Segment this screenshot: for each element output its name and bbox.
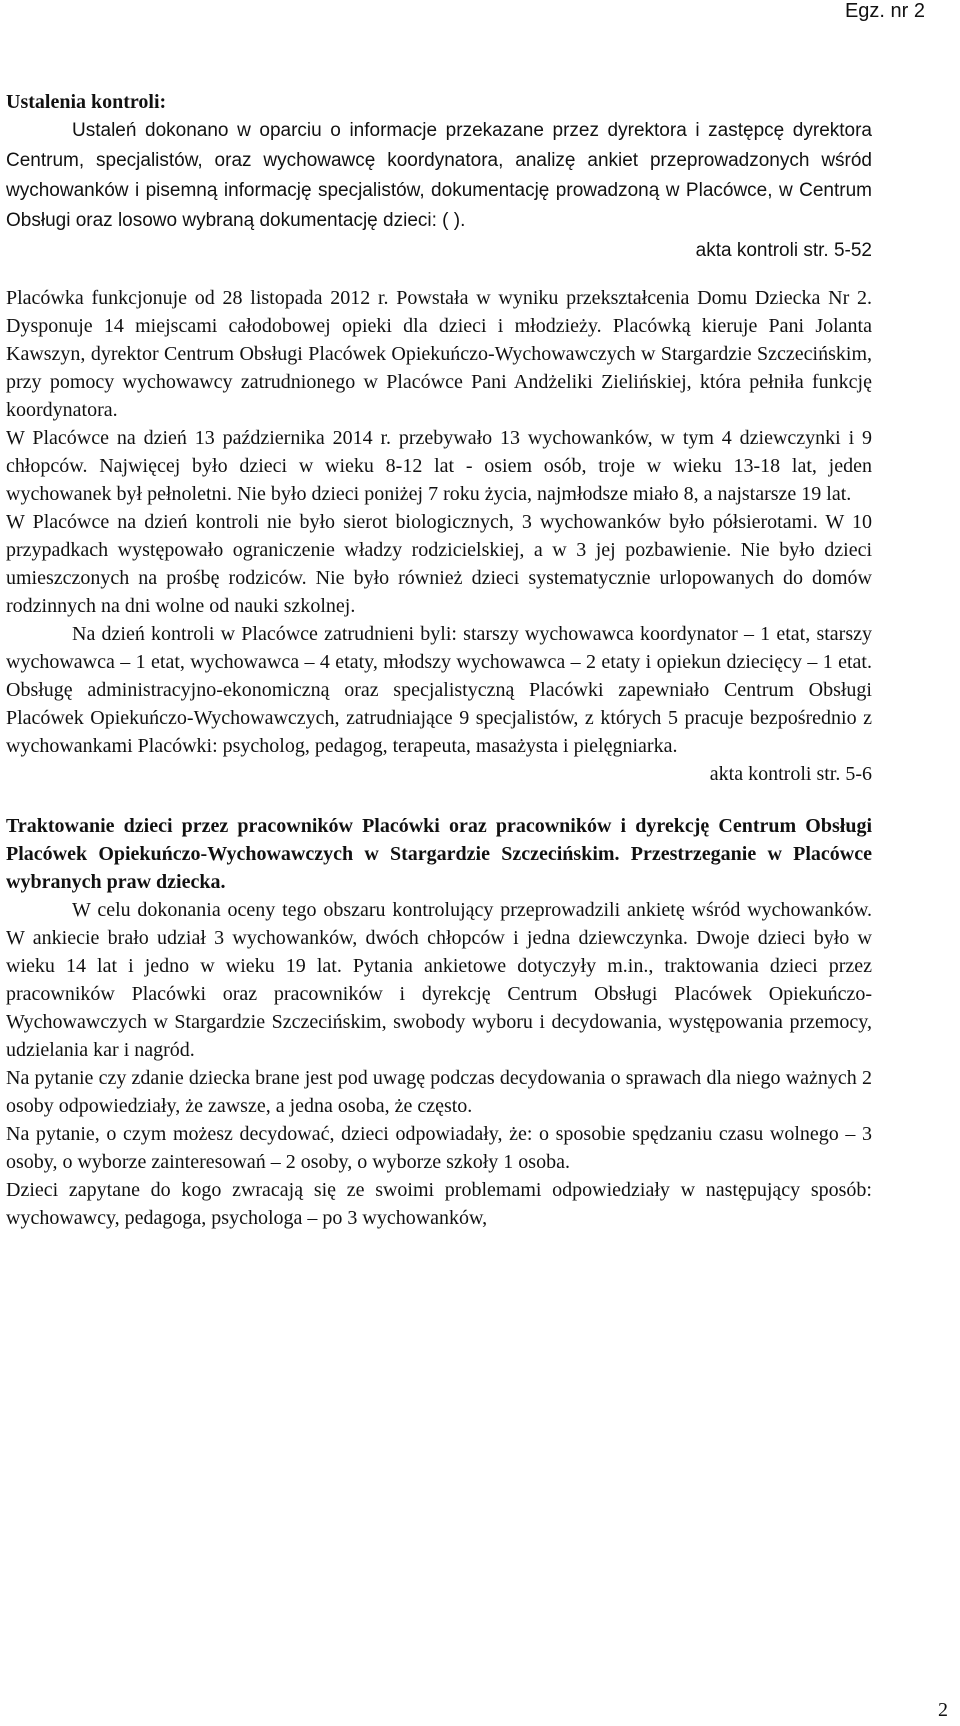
section-heading-findings: Ustalenia kontroli: bbox=[6, 91, 167, 113]
document-body bbox=[6, 88, 872, 1232]
survey-paragraph: W celu dokonania oceny tego obszaru kontrolujący przeprowadzili ankietę wśród wychowanków. W ankiecie brało udział 3 wychowanków, dwóch chłopców i jedna dziewczynka. Dwoje dzieci było w wieku 14 lat i jedno w wieku 19 lat. Pytania ankietowe dotyczyły m.in., traktowania dzieci przez pracowników Placówki oraz pracowników i dyrekcję Centrum Obsługi Placówek Opiekuńczo-Wychowawczych w Stargardzie Szczecińskim, swobody wyboru i decydowania, występowania przemocy, udzielania kar i nagród. bbox=[6, 899, 872, 1061]
case-file-reference: akta kontroli str. 5-6 bbox=[709, 763, 872, 785]
findings-intro-paragraph: Ustaleń dokonano w oparciu o informacje przekazane przez dyrektora i zastępcę dyrektora Centrum, specjalistów, oraz wychowawcę koordynatora, analizę ankiet przeprowadzonych wśród wychowanków i pisemną informację specjalistów, dokumentację prowadzoną w Placówce, w Centrum Obsługi oraz losowo wybraną dokumentację dzieci: ( ). bbox=[6, 120, 872, 231]
opinion-paragraph: Na pytanie czy zdanie dziecka brane jest pod uwagę podczas decydowania o sprawach dla niego ważnych 2 osoby odpowiedziały, że zawsze, a jedna osoba, że często. bbox=[6, 1067, 872, 1117]
spacer bbox=[6, 266, 872, 284]
residents-paragraph: W Placówce na dzień 13 października 2014 r. przebywało 13 wychowanków, w tym 4 dziewczynki i 9 chłopców. Najwięcej było dzieci w wieku 8-12 lat - osiem osób, troje w wieku 13-18 lat, jeden wychowanek był pełnoletni. Nie było dzieci poniżej 7 roku życia, najmłodsze miało 8, a najstarsze 19 lat. bbox=[6, 427, 872, 505]
spacer bbox=[6, 788, 872, 812]
case-file-reference: akta kontroli str. 5-52 bbox=[695, 240, 872, 261]
legal-status-paragraph: W Placówce na dzień kontroli nie było sierot biologicznych, 3 wychowanków było półsierotami. W 10 przypadkach występowało ograniczenie władzy rodzicielskiej, a w 3 jej pozbawienie. Nie było dzieci umieszczonych na prośbę rodziców. Nie było również dzieci systematycznie urlopowanych do domów rodzinnych na dni wolne od nauki szkolnej. bbox=[6, 511, 872, 617]
problems-paragraph: Dzieci zapytane do kogo zwracają się ze swoimi problemami odpowiedziały w następujący sposób: wychowawcy, pedagoga, psychologa – po 3 wychowanków, bbox=[6, 1179, 872, 1229]
attachment-number: Egz. nr 2 bbox=[844, 0, 925, 22]
page-number: 2 bbox=[938, 1699, 948, 1721]
decision-paragraph: Na pytanie, o czym możesz decydować, dzieci odpowiadały, że: o sposobie spędzaniu czasu wolnego – 3 osoby, o wyborze zainteresowań – 2 osoby, o wyborze szkoły 1 osoba. bbox=[6, 1123, 872, 1173]
section-heading-treatment: Traktowanie dzieci przez pracowników Placówki oraz pracowników i dyrekcję Centrum Obsługi Placówek Opiekuńczo-Wychowawczych w Stargardzie Szczecińskim. Przestrzeganie w Placówce wybranych praw dziecka. bbox=[6, 815, 872, 893]
staffing-paragraph: Na dzień kontroli w Placówce zatrudnieni byli: starszy wychowawca koordynator – 1 etat, starszy wychowawca – 1 etat, wychowawca – 4 etaty, młodszy wychowawca – 2 etaty i opiekun dziecięcy – 1 etat. Obsługę administracyjno-ekonomiczną oraz specjalistyczną Placówki zapewniało Centrum Obsługi Placówek Opiekuńczo-Wychowawczych, zatrudniające 9 specjalistów, z których 5 pracuje bezpośrednio z wychowankami Placówki: psycholog, pedagog, terapeuta, masażysta i pielęgniarka. bbox=[6, 623, 872, 757]
facility-description-paragraph: Placówka funkcjonuje od 28 listopada 2012 r. Powstała w wyniku przekształcenia Domu Dziecka Nr 2. Dysponuje 14 miejscami całodobowej opieki dla dzieci i młodzieży. Placówką kieruje Pani Jolanta Kawszyn, dyrektor Centrum Obsługi Placówek Opiekuńczo-Wychowawczych w Stargardzie Szczecińskim, przy pomocy wychowawcy zatrudnionego w Placówce Pani Andżeliki Zielińskiej, która pełniła funkcję koordynatora. bbox=[6, 287, 872, 421]
